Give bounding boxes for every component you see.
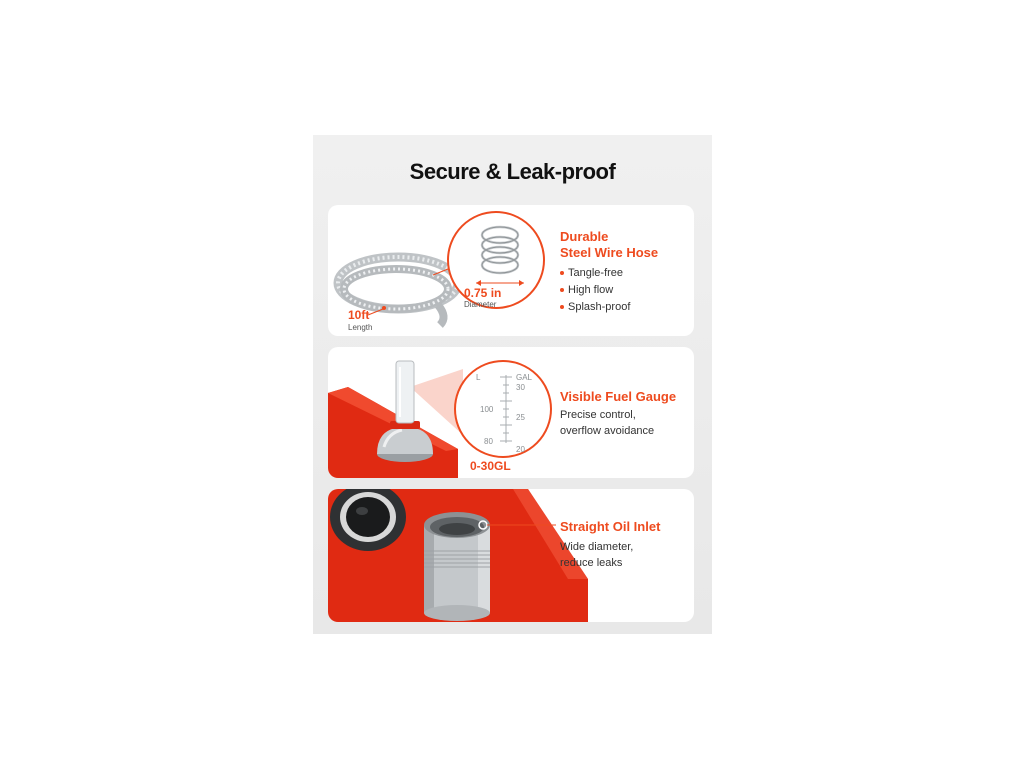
- hose-title-line1: Durable: [560, 229, 609, 244]
- panel-title: Secure & Leak-proof: [409, 159, 616, 184]
- list-item: [560, 265, 630, 282]
- gauge-tick-label: 100: [480, 405, 494, 414]
- bullet-text: Splash-proof: [568, 301, 631, 313]
- bullet-icon: [560, 288, 564, 292]
- hose-length-label: Length: [348, 323, 373, 332]
- gauge-range-label: 0-30GL: [470, 459, 511, 473]
- hose-feature-list: [560, 265, 630, 316]
- gauge-gallon-label: GAL: [516, 373, 533, 382]
- bullet-text: Tangle-free: [568, 267, 624, 279]
- bullet-text: High flow: [568, 284, 614, 296]
- gauge-tick-label: 25: [516, 413, 525, 422]
- inlet-desc-line1: Wide diameter,: [560, 541, 634, 553]
- list-item: [560, 282, 630, 299]
- oil-inlet-illustration: [328, 489, 694, 622]
- hose-length-value: 10ft: [348, 308, 370, 322]
- list-item: [560, 299, 630, 316]
- inlet-feature-card: [328, 489, 694, 622]
- hose-feature-card: [328, 205, 694, 336]
- gauge-tick-label: 30: [516, 383, 525, 392]
- gauge-desc-line1: Precise control,: [560, 409, 636, 421]
- fuel-gauge-illustration: [328, 347, 694, 478]
- gauge-title: Visible Fuel Gauge: [560, 389, 677, 404]
- bullet-icon: [560, 271, 564, 275]
- bullet-icon: [560, 305, 564, 309]
- gauge-desc-line2: overflow avoidance: [560, 425, 655, 437]
- hose-illustration: [328, 205, 694, 336]
- inlet-title: Straight Oil Inlet: [560, 519, 661, 534]
- product-infographic-panel: [313, 135, 712, 634]
- hose-diameter-label: Diameter: [464, 300, 497, 309]
- gauge-liter-label: L: [476, 373, 481, 382]
- gauge-tick-label: 80: [484, 437, 493, 446]
- hose-title-line2: Steel Wire Hose: [560, 245, 659, 260]
- hose-diameter-value: 0.75 in: [464, 286, 502, 300]
- gauge-tick-label: 20: [516, 445, 525, 454]
- gauge-feature-card: [328, 347, 694, 478]
- inlet-desc-line2: reduce leaks: [560, 557, 623, 569]
